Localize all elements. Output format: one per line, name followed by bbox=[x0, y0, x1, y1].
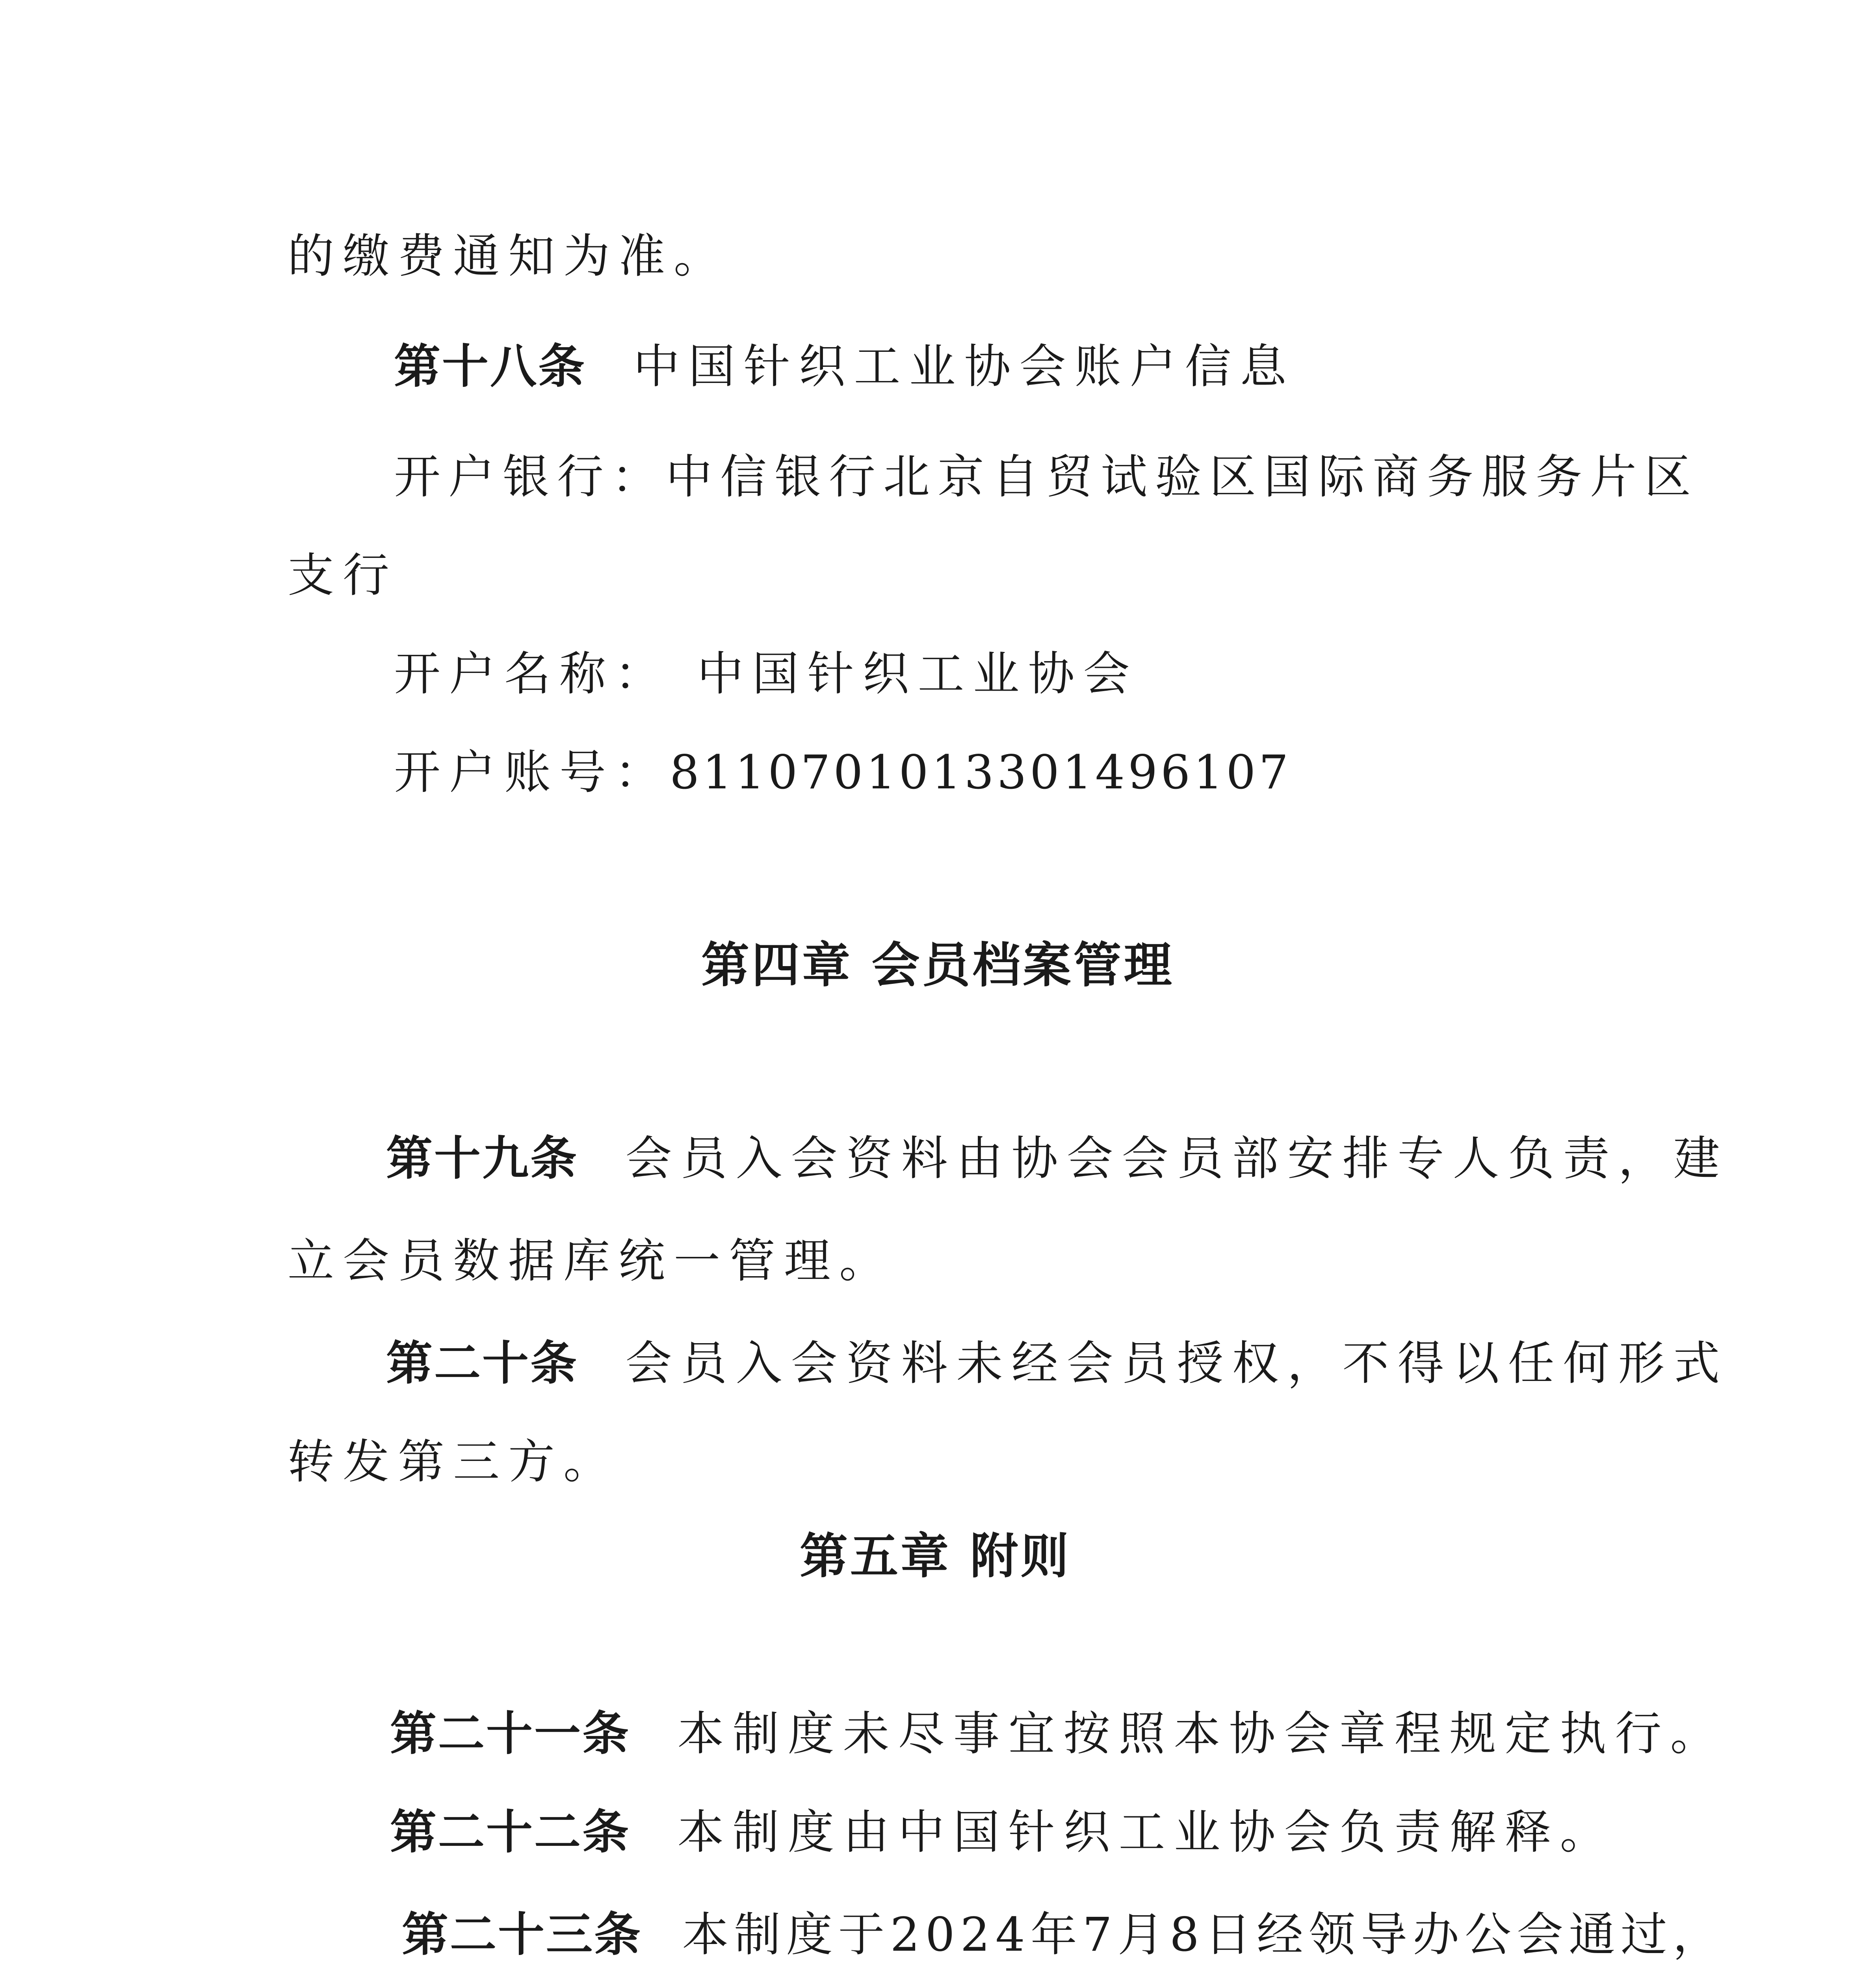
bank-label: 开户银行： bbox=[394, 450, 666, 504]
article-23-text: 本制度于2024年7月8日经领导办公会通过， bbox=[682, 1907, 1725, 1962]
bank-line-2: 支行 bbox=[288, 548, 398, 602]
account-number-label: 开户账号： bbox=[394, 745, 670, 799]
article-18-text: 中国针织工业协会账户信息 bbox=[633, 339, 1295, 394]
article-17-tail: 的缴费通知为准。 bbox=[288, 229, 729, 283]
article-21-number: 第二十一条 bbox=[390, 1706, 631, 1761]
article-22-text: 本制度由中国针织工业协会负责解释。 bbox=[677, 1805, 1615, 1859]
article-21 bbox=[390, 1706, 1726, 1761]
account-number-line bbox=[394, 745, 1291, 800]
account-name-value: 中国针织工业协会 bbox=[697, 647, 1139, 701]
article-20-number: 第二十条 bbox=[386, 1336, 579, 1390]
article-23-line-1 bbox=[402, 1907, 1725, 1962]
bank-value: 中信银行北京自贸试验区国际商务服务片区 bbox=[666, 450, 1699, 504]
article-18-number: 第十八条 bbox=[394, 339, 587, 394]
article-20-line-1 bbox=[386, 1336, 1729, 1391]
account-name-line bbox=[394, 646, 1139, 701]
account-name-label: 开户名称： bbox=[394, 647, 670, 701]
article-19-line-2: 立会员数据库统一管理。 bbox=[288, 1234, 895, 1288]
article-23-number: 第二十三条 bbox=[402, 1907, 643, 1962]
bank-line bbox=[394, 449, 1699, 504]
account-number-value: 8110701013301496107 bbox=[670, 745, 1292, 799]
chapter-4-heading: 第四章 会员档案管理 bbox=[701, 937, 1174, 993]
article-19-text: 会员入会资料由协会会员部安排专人负责，建 bbox=[625, 1131, 1729, 1186]
chapter-5-heading: 第五章 附则 bbox=[800, 1528, 1071, 1584]
article-20-line-2: 转发第三方。 bbox=[288, 1435, 619, 1489]
article-20-text: 会员入会资料未经会员授权，不得以任何形式 bbox=[625, 1336, 1729, 1390]
article-22-number: 第二十二条 bbox=[390, 1805, 631, 1859]
article-19-number: 第十九条 bbox=[386, 1131, 579, 1186]
article-18 bbox=[394, 339, 1295, 394]
article-19-line-1 bbox=[386, 1131, 1729, 1186]
article-22 bbox=[390, 1805, 1615, 1860]
article-21-text: 本制度未尽事宜按照本协会章程规定执行。 bbox=[677, 1706, 1726, 1761]
